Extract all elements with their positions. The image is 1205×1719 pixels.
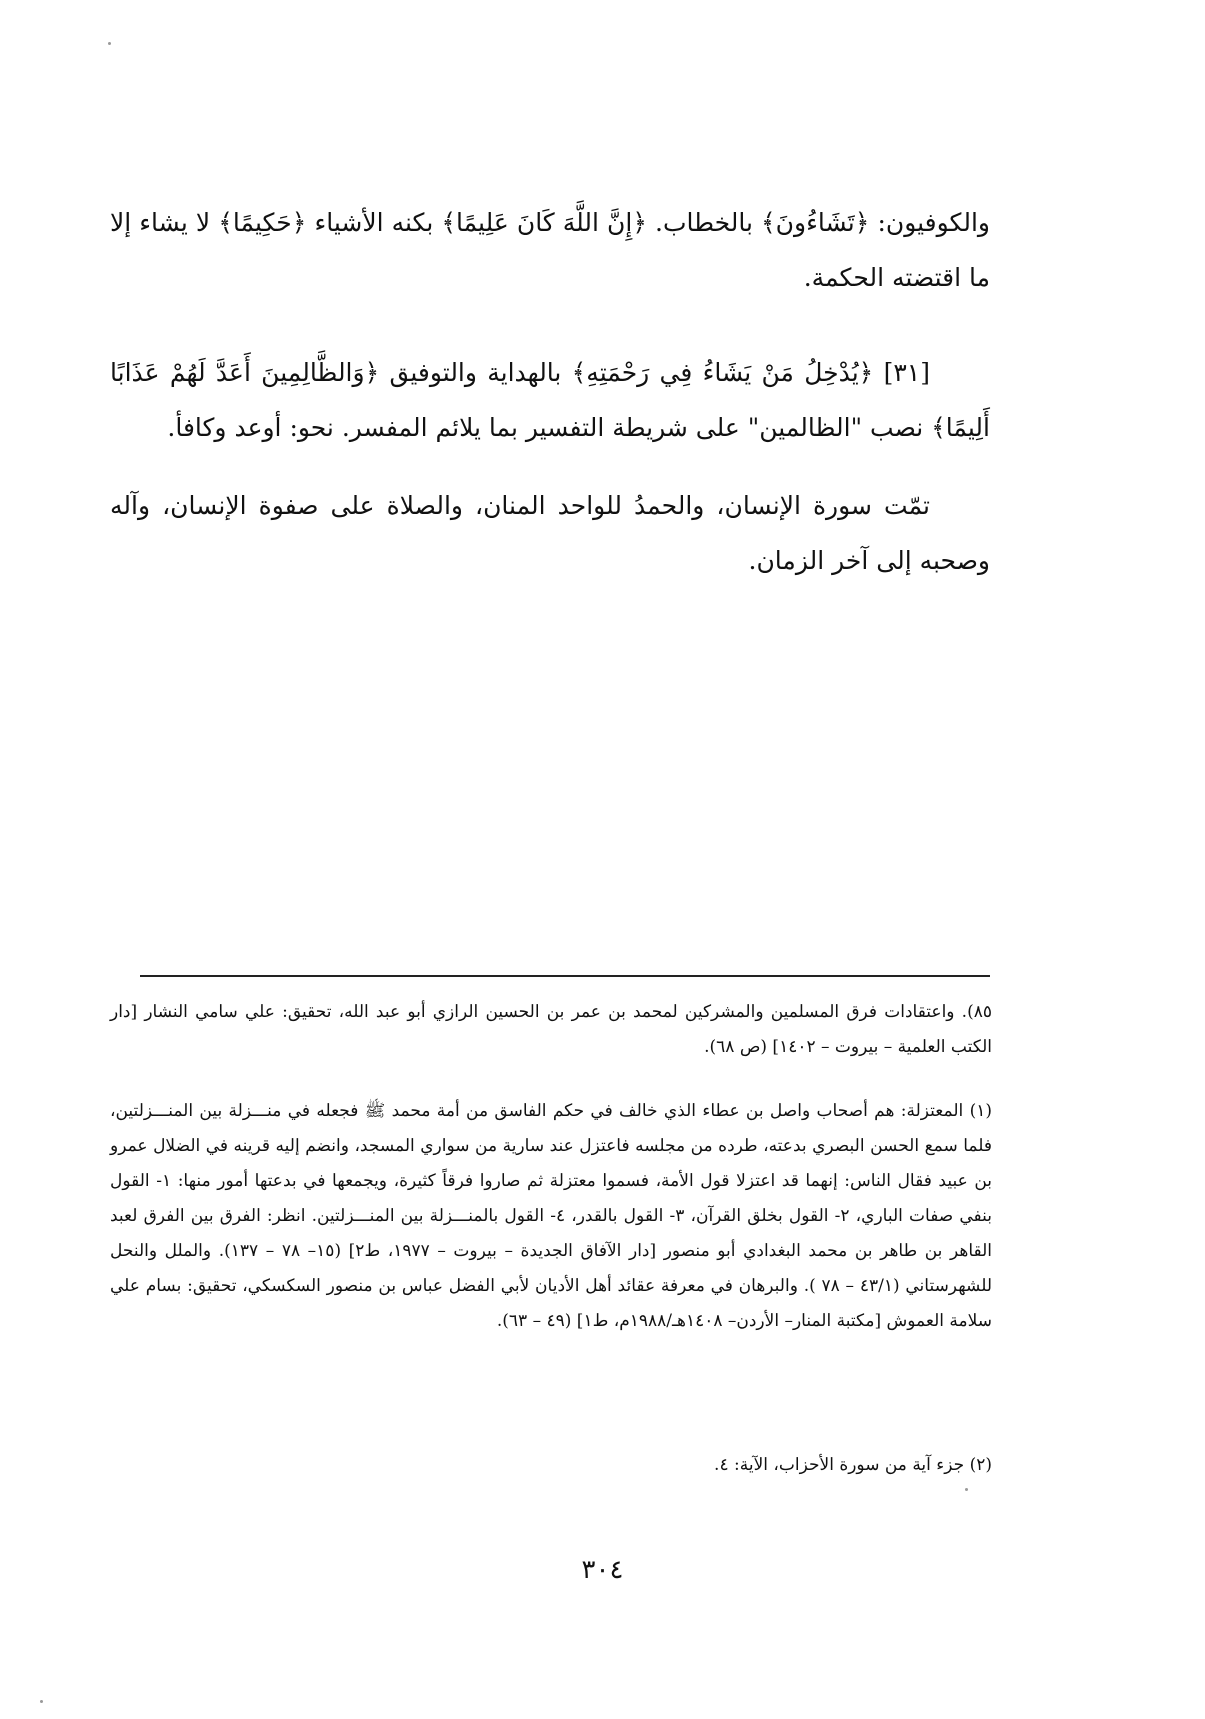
body-paragraph-1: والكوفيون: ﴿تَشَاءُونَ﴾ بالخطاب. ﴿إِنَّ اللَّهَ كَانَ عَلِيمًا﴾ بكنه الأشياء ﴿حَكِيمًا﴾ لا يشاء إلا ما اقتضته الحكمة. [110, 208, 990, 292]
scan-speck [40, 1700, 43, 1703]
page-number: ٣٠٤ [581, 1555, 624, 1585]
footnote-2: (٢) جزء آية من سورة الأحزاب، الآية: ٤. [714, 1455, 992, 1475]
scan-speck [965, 1488, 968, 1491]
body-paragraph-2: [٣١] ﴿يُدْخِلُ مَنْ يَشَاءُ فِي رَحْمَتِهِ﴾ بالهداية والتوفيق ﴿وَالظَّالِمِينَ أَعَدَّ لَهُمْ عَذَابًا أَلِيمًا﴾ نصب "الظالمين" على شريطة التفسير بما يلائم المفسر. نحو: أوعد وكافأ. [110, 358, 990, 442]
scan-speck [108, 42, 111, 45]
footnote-1: (١) المعتزلة: هم أصحاب واصل بن عطاء الذي خالف في حكم الفاسق من أمة محمد ﷺ فجعله في منـــزلة بين المنـــزلتين، فلما سمع الحسن البصري بدعته، طرده من مجلسه فاعتزل عند سارية من سواري المسجد، وانضم إليه قرينه في الضلال عمرو بن عبيد فقال الناس: إنهما قد اعتزلا قول الأمة، فسموا معتزلة ثم صاروا فرقاً كثيرة، ويجمعها في بدعتها أمور منها: ١- القول بنفي صفات الباري، ٢- القول بخلق القرآن، ٣- القول بالقدر، ٤- القول بالمنـــزلة بين المنـــزلتين. انظر: الفرق بين الفرق لعبد القاهر بن طاهر بن محمد البغدادي أبو منصور [دار الآفاق الجديدة – بيروت – ١٩٧٧، ط٢] (١٥– ٧٨ – ١٣٧). والملل والنحل للشهرستاني (٤٣/١ – ٧٨ ). والبرهان في معرفة عقائد أهل الأديان لأبي الفضل عباس بن منصور السكسكي، تحقيق: بسام علي سلامة العموش [مكتبة المنار– الأردن– ١٤٠٨هـ/١٩٨٨م، ط١] (٤٩ – ٦٣). [110, 1101, 993, 1331]
body-paragraph-3: تمّت سورة الإنسان، والحمدُ للواحد المنان، والصلاة على صفوة الإنسان، وآله وصحبه إلى آخر الزمان. [110, 491, 990, 575]
footnote-source-continuation: ٨٥). واعتقادات فرق المسلمين والمشركين لمحمد بن عمر بن الحسين الرازي أبو عبد الله، تحقيق: علي سامي النشار [دار الكتب العلمية – بيروت – ١٤٠٢] (ص ٦٨). [110, 1002, 992, 1057]
footnote-divider [140, 975, 990, 977]
